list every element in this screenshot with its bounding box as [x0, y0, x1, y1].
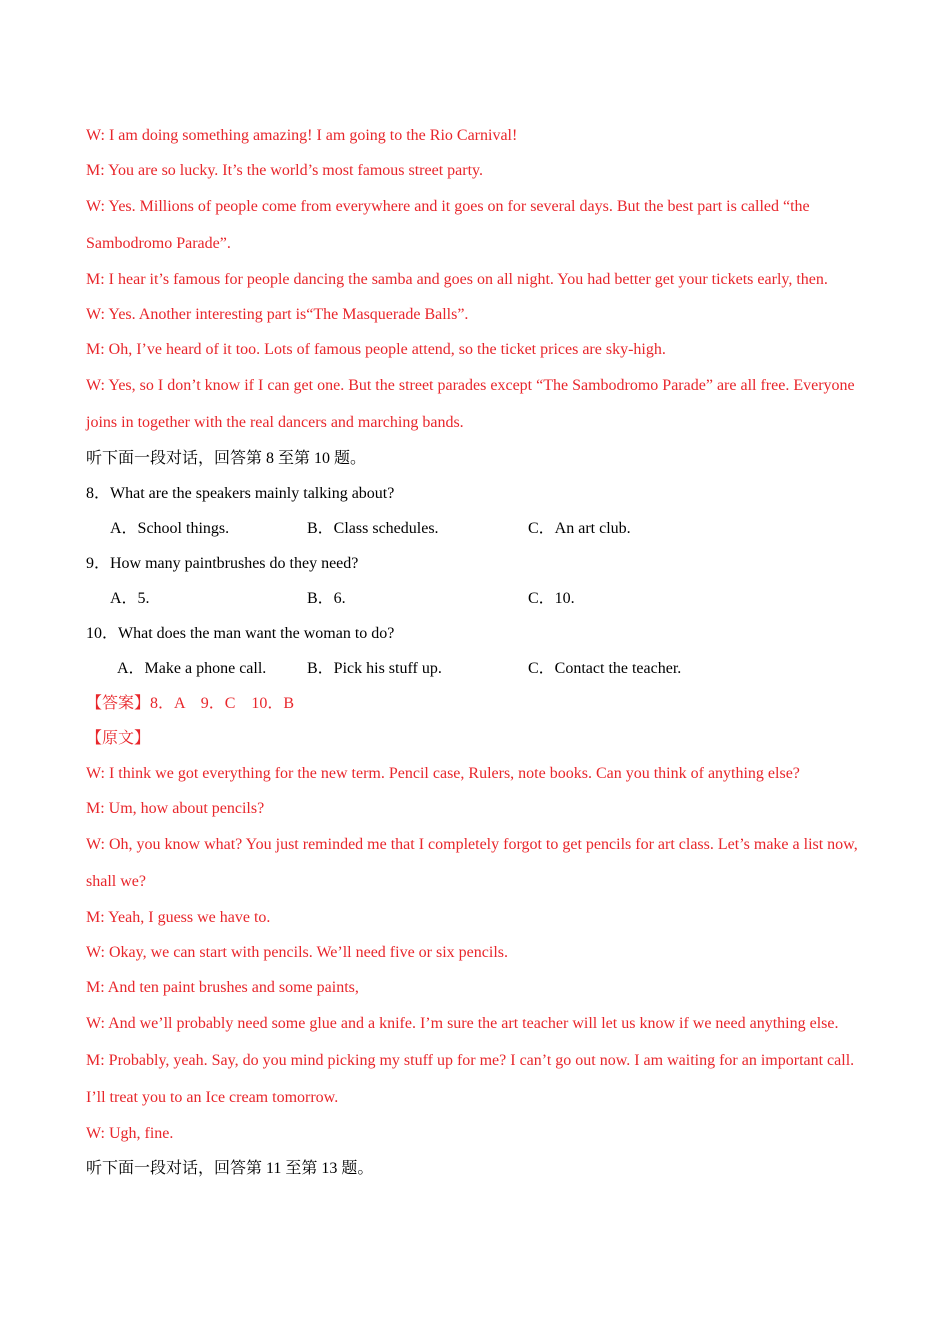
dialogue-line: M: And ten paint brushes and some paints, [86, 979, 359, 996]
section-instruction: 听下面一段对话，回答第 8 至第 10 题。 [86, 450, 367, 467]
dialogue-line: W: Yes. Another interesting part is“The Masquerade Balls”. [86, 306, 469, 323]
dialogue-line: M: Oh, I’ve heard of it too. Lots of famous people attend, so the ticket prices are sky-high. [86, 341, 666, 358]
option-a: A．School things. [110, 520, 230, 537]
dialogue-line: M: Probably, yeah. Say, do you mind picking my stuff up for me? I can’t go out now. I am waiting for an important call. I’ll treat you to an Ice cream tomorrow. [86, 1052, 855, 1106]
dialogue-line: M: Um, how about pencils? [86, 800, 265, 817]
option-a: A．Make a phone call. [117, 660, 267, 677]
question-options [86, 511, 876, 546]
section-instruction: 听下面一段对话，回答第 11 至第 13 题。 [86, 1160, 374, 1177]
option-c: C．An art club. [528, 520, 631, 537]
answer-text: 8．A 9．C 10．B [150, 695, 295, 712]
answer-line [86, 686, 876, 721]
dialogue-line: W: I think we got everything for the new term. Pencil case, Rulers, note books. Can you think of anything else? [86, 765, 800, 782]
option-c: C．10. [528, 590, 575, 607]
dialogue-line: W: Yes, so I don’t know if I can get one. But the street parades except “The Sambodromo Parade” are all free. Everyone joins in together with the real dancers and marching bands. [86, 377, 855, 431]
option-b: B．Pick his stuff up. [307, 660, 442, 677]
question-options [86, 581, 876, 616]
question-stem: 10．What does the man want the woman to do? [86, 625, 395, 642]
question-stem: 8．What are the speakers mainly talking about? [86, 485, 395, 502]
option-c: C．Contact the teacher. [528, 660, 682, 677]
dialogue-line: W: Oh, you know what? You just reminded me that I completely forgot to get pencils for art class. Let’s make a list now, shall we? [86, 836, 858, 890]
dialogue-line: W: And we’ll probably need some glue and a knife. I’m sure the art teacher will let us know if we need anything else. [86, 1015, 839, 1032]
dialogue-line: M: You are so lucky. It’s the world’s most famous street party. [86, 162, 483, 179]
dialogue-line: W: Okay, we can start with pencils. We’ll need five or six pencils. [86, 944, 508, 961]
dialogue-line: W: Yes. Millions of people come from everywhere and it goes on for several days. But the best part is called “the Sambodromo Parade”. [86, 198, 810, 252]
question-stem: 9．How many paintbrushes do they need? [86, 555, 359, 572]
dialogue-line: W: Ugh, fine. [86, 1125, 174, 1142]
option-b: B．Class schedules. [307, 520, 439, 537]
transcript-label: 【原文】 [86, 730, 151, 747]
answer-label: 【答案】 [86, 695, 151, 712]
option-a: A．5. [110, 590, 150, 607]
dialogue-line: W: I am doing something amazing! I am going to the Rio Carnival! [86, 127, 518, 144]
question-options [86, 651, 876, 686]
option-b: B．6. [307, 590, 346, 607]
dialogue-line: M: I hear it’s famous for people dancing the samba and goes on all night. You had better get your tickets early, then. [86, 271, 828, 288]
dialogue-line: M: Yeah, I guess we have to. [86, 909, 271, 926]
document-page [86, 118, 876, 1186]
